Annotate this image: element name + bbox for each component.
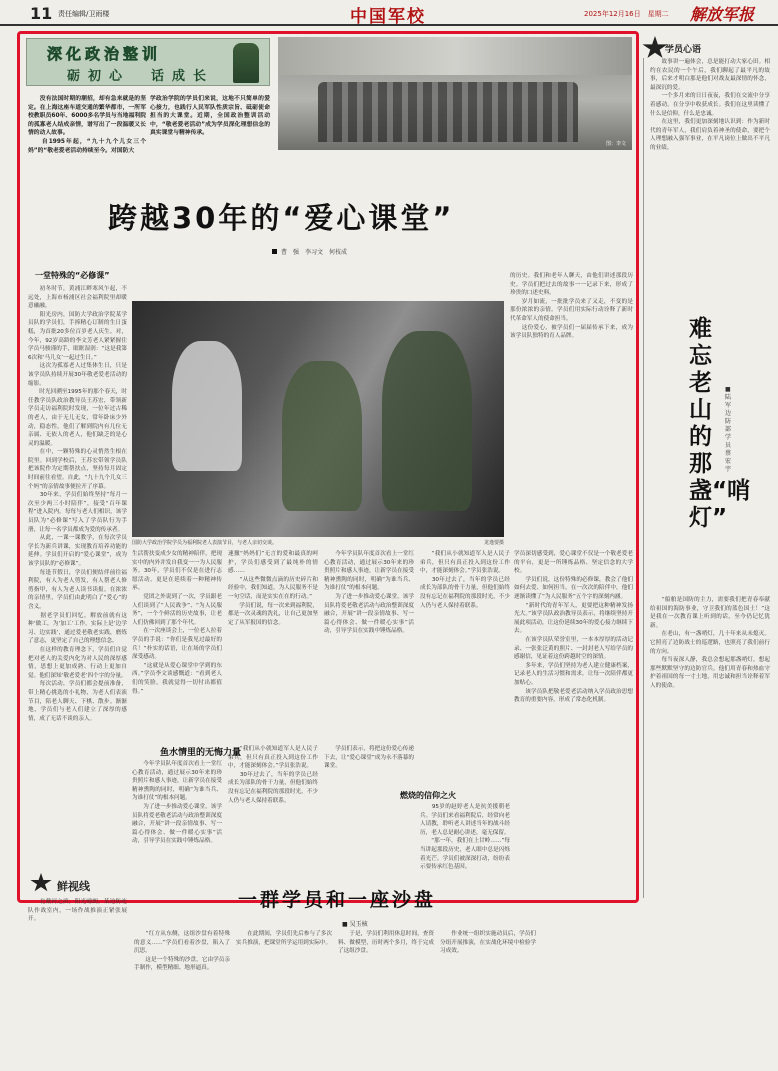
body-col-5-top: 的历史。我们和老年人聊天，由他们讲述那段历史。学员们把过去的故事一一记录下来，形成了珍贵的口述史料。 岁月如流，一批批学员来了又走，不变的是那份浓浓的亲情。学员们用实际行动诠释了新时代革命军人的使命担当。 这份爱心，被学员们一届届传承下来，成为该学员队独特的育人品牌。 xyxy=(510,273,633,340)
photo2-caption xyxy=(132,539,504,546)
byline-marker xyxy=(272,249,277,254)
subheading-2: 鱼水情里的无悔力量 xyxy=(160,748,242,758)
page-header xyxy=(0,0,778,26)
photo-people xyxy=(318,82,578,142)
body-col-4: 今年学员队年度首次看上一堂红心教育活动，通过展示30年来的珍贵照片和感人事迹，让新学员在接受精神熏陶的同时，明确“为谁当兵、为谁打仗”的根本问题。 为了进一步推动爱心课堂，该学员队将爱老敬老活动与政治整训深度融合，开展“讲一段亲情故事、写一篇心得体会、做一件暖心实事”活动，引导学员在实践中锤炼品格。 xyxy=(324,551,414,635)
body-col-1: 初冬时节，黄浦江畔寒风乍起，不远处，上海市杨浦区社会福利院里却暖意融融。 阳光房内，国防大学政治学院某学员队的学员们，手捧精心订制的生日蛋糕，为首批20多位百岁老人庆生。对，今年，92岁高龄的李文芳老人紧紧握住学员马骏谨的手，眼眶湿润：“这是我第6次和‘马儿女’一起过生日。” 这次为孤寡老人过集体生日，只是该学员队持续开展30年敬老爱老活动的缩影。 时光回溯至1995年的那个春天，时任教学员队政治教导员王苏宏，带领新学员走访福利院时发现，一位年过古稀的老人，由于无儿无女，常年卧床少外动，稳态性，他们了解到院内有几位无亲属、无依人的老人，他们缺乏的是心灵的温暖。 在中，一颗特殊的心灵悄然生根在院里。回到学校后，王苏宏带领学员队把该院作为定期帮扶点，坚持每月固定时间前往看望。自此，“九十九个儿女三个妈”的亲情故事便拉开了序幕。 30年来，学员们始终坚持“每月一次至少两三小时陪伴”，接受“百年课程”进入院内。每每与老人们相识，该学员队为“必修课”写入了学员队行为手册，让每一名学员都成为爱的传承者。 从此，一课一课教学，在每次学员学长为新兵讲课，实现教育培养功能的延伸。学员们开启的“爱心课堂”，成为该学员队的“必修课”。 每逢节假日，学员们便结伴前往福利院，有人为老人剪发，有人帮老人修剪指甲，有人为老人读书读报。在浓浓的亲情里，学员们由此明白了“爱心”的含义。 据老学员们回忆，解放前就有这种‘做工，为‘加工’工作。实际上是‘边学习、边实践’，通过爱老敬老实践，磨炼了意志，更坚定了自己的理想信念。 在这样的教育理念下，学员们自觉把对老人的关爱内化为对人民的深厚感情，思想上更加成熟、行动上更加自觉。他们深知‘敬老爱老’四个字的分量。 每次活动，学员们都会提前准备，带上精心挑选的小礼物，为老人们表演节目，陪老人聊天、下棋、散步。渐渐地，学员们与老人们建立了深厚的感情，成了无话不谈的亲人。 xyxy=(28,286,127,722)
intro-paragraph-1: 没有法国时期的潮招，却有急来就是的坚定。在上海这座车道交通的繁华都市，一所军校教职员60年、6000多名学员与当地福利院的孤寡老人结成亲情，谱写出了一段温暖又长情的动人故事。 xyxy=(28,96,146,137)
photo-figure-elder xyxy=(172,341,242,471)
body-col-4c: 学员们表示，将把这份爱心传递下去，让“爱心课堂”成为永不落幕的课堂。 xyxy=(324,746,414,770)
masthead-logo: 解放军报 xyxy=(690,5,755,24)
photo-wall xyxy=(278,37,632,75)
right-top-text: 故事讲一遍体会，总是能打动大家心田。相约在农民的一个午后，我们聊起了最平凡的故事，后来才明白那是他们对战友最深情的怀念，最深沉的爱。 一个多月来的日日夜夜，我们在交流中分享着感动，在分享中收获成长。我们在这里读懂了什么是信仰，什么是忠诚。 在这里，我们更加深刻地认识到：作为新时代的青年军人，我们肩负着神圣的使命，要把个人理想融入强军事业，在平凡岗位上做出不平凡的业绩。 xyxy=(650,59,770,151)
banner-title: 深化政治整训 xyxy=(47,45,162,63)
issue-date: 2025年12月16日 星期二 xyxy=(584,10,669,18)
body-col-2b: 今年学员队年度首次看上一堂红心教育活动，通过展示30年来的珍贵照片和感人事迹，让新学员在接受精神熏陶的同时，明确“为谁当兵、为谁打仗”的根本问题。 为了进一步推动爱心课堂，该学员队将爱老敬老活动与政治整训深度融合，开展“讲一段亲情故事、写一篇心得体会、做一件暖心实事”活动，引导学员在实践中锤炼品格。 xyxy=(132,761,222,845)
bottom-article-byline: ■ 吴玉核 xyxy=(342,921,368,928)
section-label-bottom: 鲜视线 xyxy=(57,880,90,893)
byline-text: 曹 强 李习文 何枝成 xyxy=(281,249,348,256)
article-title: 跨越30年的“爱心课堂” xyxy=(108,201,455,235)
right-article-title: 难忘老山的那盏“哨灯” xyxy=(689,316,751,531)
photo2-caption-text: 国防大学政治学院学员为福利院老人表演节目，与老人亲切交谈。 xyxy=(132,540,278,546)
section-title: 中国军校 xyxy=(350,7,426,27)
bottom-col-2: “红方从东侧，这组沙盘有着特殊的意义……”学员们看着沙盘，陷入了沉思。 这是一个特殊的沙盘，它由学员亲手制作，模型精细、地形逼真。 xyxy=(134,931,230,972)
body-col-2: 生活帮扶变成少女的精神陪伴，把现实中的内外并发自我变一一为人民服务。30年，学员们不仅是在进行志愿活动，更是在延续着一种精神传承。 党团之外说到了一次，学员跟老人们谈到了“人民战争”、“为人民服务”，一个个鲜活的历史故事，让老人们仿佛回到了那个年代。 在一次座谈会上，一位老人拉着学员的手说：“你们是我见过最好的兵！”朴实的话语，让在场的学员们深受感动。 “这就是从爱心课堂中学到的东西。”学员李文谈感慨道：“看到老人们的笑脸，我就觉得一切付出都值得。” xyxy=(132,551,222,695)
intro-paragraph-2: 自1995年起，“九十九个儿女三个妈”的“敬老爱老活动持续至今。对国防大 xyxy=(28,138,146,154)
bottom-col-4: 于是，学员们利用休息时间，查资料、做模型，历时两个多月，终于完成了这组沙盘。 xyxy=(338,931,434,955)
bottom-col-1: 北戴河之滨，阳光晴朗，某边防连队作战室内，一场作战推演正紧张展开。 xyxy=(28,899,127,923)
photo1-credit: 图：李文 xyxy=(605,141,626,147)
body-col-3: 速撤“妈妈们”无言的爱和最真的呵护，学员们感受到了最纯朴的情感…… “从这些微微点滴的历史碎片和经验中，我们知道，为人民服务不是一句空话，而是实实在在的行动。” 学员们说，每一次来到福利院，都是一次灵魂的洗礼，让自己更加坚定了从军报国的信念。 xyxy=(228,551,318,626)
bottom-col-3: 在此期间，学员们先后参与了多次实兵推演，把课堂所学运用到实际中。 xyxy=(236,931,332,946)
right-article-author: ■陆军边防部学员 蔡宏宇 xyxy=(725,386,732,473)
column-rule xyxy=(643,58,644,898)
bottom-article-title: 一群学员和一座沙盘 xyxy=(238,889,437,911)
body-col-5: 学员深切感受到，爱心课堂不仅是一个敬老爱老的平台，更是一所锤炼品格、坚定信念的大学校。 学员们说，这份特殊的必修课，教会了他们如何去爱、如何担当。在一次次的陪伴中，他们逐渐读懂了“为人民服务”五个字的深刻内涵。 “新时代的青年军人，更要把这种精神发扬光大。”该学员队政治教导员表示，将继续坚持开展此项活动，让这份延续30年的爱心接力继续下去。 在该学员队荣誉室里，一本本厚厚的活动记录、一张张泛黄的照片、一封封老人写给学员的感谢信，见证着这份跨越时空的深情。 多年来，学员们坚持为老人建立健康档案，记录老人的生活习惯和需求，让每一次陪伴都更加贴心。 该学员队把敬老爱老活动纳入学员政治思想教育的重要内容，形成了常态化机制。 xyxy=(514,551,633,704)
right-bottom-text: “船舶是国防的主力，需要我们把青春奉献给祖国的海防事业，守卫我们的蓝色国土！”这是我在一次教育课上听到的话，至今仍记忆犹新。 在老山，有一盏哨灯，几十年来从未熄灭。它照亮了边防战士的巡逻路，也照亮了我们前行的方向。 每当夜深人静，我总会想起那盏哨灯，想起那些默默坚守的边防官兵。他们用青春和热血守护着祖国的每一寸土地，用忠诚和担当诠释着军人的使命。 xyxy=(650,597,770,689)
soldier-figure-icon xyxy=(233,43,259,83)
photo2-credit: 龙逸要摄 xyxy=(483,540,504,546)
photo-ceremony xyxy=(278,37,632,150)
editor-credit: 责任编辑/卫雨楼 xyxy=(58,10,110,18)
page-number: 11 xyxy=(30,4,53,23)
intro-col-1 xyxy=(28,95,146,187)
intro-col-2 xyxy=(150,95,270,187)
photo-figure-cadet-2 xyxy=(382,331,472,511)
intro-paragraph-3: 学政治学院的学员们来说，这地不只简单的爱心接力，也践行人民军队性质宗旨、砥砺使命担当的大课堂。近期，全国政治整训活动中，“敬老爱老活动”成为学员深化理想信念的真实课堂与精神传承。 xyxy=(150,96,270,137)
subheading-1: 一堂特殊的“必修课” xyxy=(35,271,110,280)
article-byline xyxy=(272,247,347,256)
column-banner xyxy=(26,38,270,86)
photo-volunteers xyxy=(132,301,504,537)
right-column-label: 学员心语 xyxy=(665,45,702,55)
bottom-col-5: 作业统一组织实施动员后，学员们分组开展推演，在实战化环境中检验学习成效。 xyxy=(440,931,536,955)
body-col-4b: “我们从小就知道军人是人民子弟兵，但只有真正投入到这份工作中，才能深刻体会。”学员张浩说。 30年过去了，当年的学员已经成长为部队的骨干力量，但他们始终没有忘记在福利院的那段时光，不少人仍与老人保持着联系。 xyxy=(420,551,510,609)
banner-subtitle: 砺初心 话成长 xyxy=(67,69,215,84)
subheading-3: 燃烧的信仰之火 xyxy=(400,791,456,800)
photo-figure-cadet xyxy=(282,361,362,511)
body-col-last: 95岁的赵婷老人是抗美援朝老兵。学员们来看福利院后，经常向老人请教，聆听老人讲述当年的战斗经历，老人总是耐心讲述，毫无保留。 “那一年，我们在上甘岭……”每当讲起那段历史，老人眼中总是闪烁着光芒。学员们被深深打动，纷纷表示要传承红色基因。 xyxy=(420,804,510,871)
body-col-3b: “我们从小就知道军人是人民子弟兵，但只有真正投入到这份工作中，才能深刻体会。”学员张浩说。 30年过去了，当年的学员已经成长为部队的骨干力量，但他们始终没有忘记在福利院的那段时光，不少人仍与老人保持着联系。 xyxy=(228,746,318,804)
